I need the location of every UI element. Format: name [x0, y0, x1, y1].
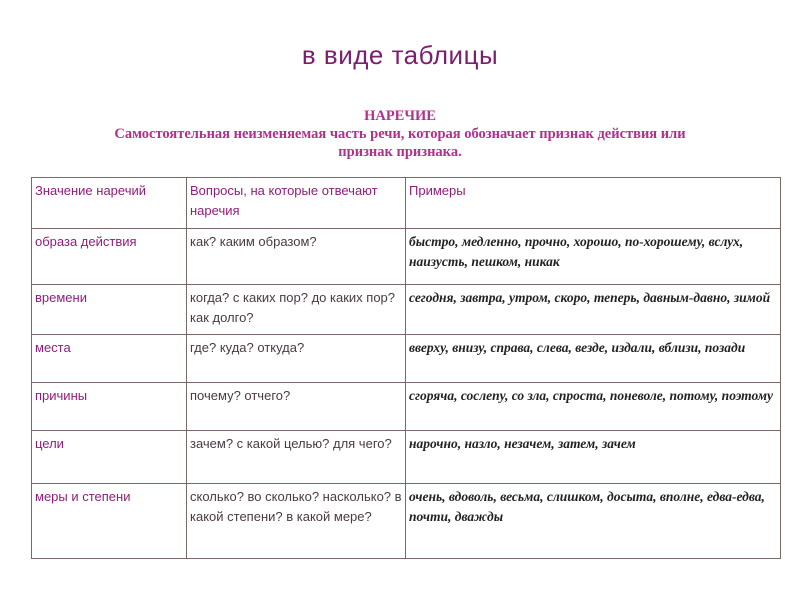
cell-questions: где? куда? откуда?: [187, 335, 406, 383]
cell-questions: зачем? с какой целью? для чего?: [187, 431, 406, 484]
cell-examples: очень, вдоволь, весьма, слишком, досыта, вполне, едва-едва, почти, дважды: [406, 484, 781, 559]
heading-definition-line-1: Самостоятельная неизменяемая часть речи, которая обозначает признак действия или: [114, 126, 686, 142]
heading-title: НАРЕЧИЕ: [364, 108, 436, 124]
table-row: [32, 484, 781, 559]
cell-examples: сегодня, завтра, утром, скоро, теперь, давным-давно, зимой: [406, 285, 781, 335]
cell-meaning: цели: [32, 431, 187, 484]
cell-questions: когда? с каких пор? до каких пор? как долго?: [187, 285, 406, 335]
cell-examples: нарочно, назло, незачем, затем, зачем: [406, 431, 781, 484]
adverb-table: [31, 177, 781, 559]
cell-meaning: времени: [32, 285, 187, 335]
header-questions: Вопросы, на которые отвечают наречия: [187, 178, 406, 229]
cell-questions: почему? отчего?: [187, 383, 406, 431]
table-row: [32, 229, 781, 285]
cell-meaning: меры и степени: [32, 484, 187, 559]
table-row: [32, 383, 781, 431]
cell-examples: сгоряча, сослепу, со зла, спроста, поневоле, потому, поэтому: [406, 383, 781, 431]
table-row: [32, 285, 781, 335]
header-examples: Примеры: [406, 178, 781, 229]
cell-examples: быстро, медленно, прочно, хорошо, по-хорошему, вслух, наизусть, пешком, никак: [406, 229, 781, 285]
table-row: [32, 431, 781, 484]
cell-questions: сколько? во сколько? насколько? в какой степени? в какой мере?: [187, 484, 406, 559]
cell-questions: как? каким образом?: [187, 229, 406, 285]
table-header-row: [32, 178, 781, 229]
slide-title: в виде таблицы: [301, 40, 499, 70]
definition-block: [20, 107, 780, 161]
cell-meaning: образа действия: [32, 229, 187, 285]
cell-meaning: причины: [32, 383, 187, 431]
cell-meaning: места: [32, 335, 187, 383]
header-meaning: Значение наречий: [32, 178, 187, 229]
heading-definition-line-2: признак признака.: [338, 144, 462, 160]
table-row: [32, 335, 781, 383]
cell-examples: вверху, внизу, справа, слева, везде, издали, вблизи, позади: [406, 335, 781, 383]
